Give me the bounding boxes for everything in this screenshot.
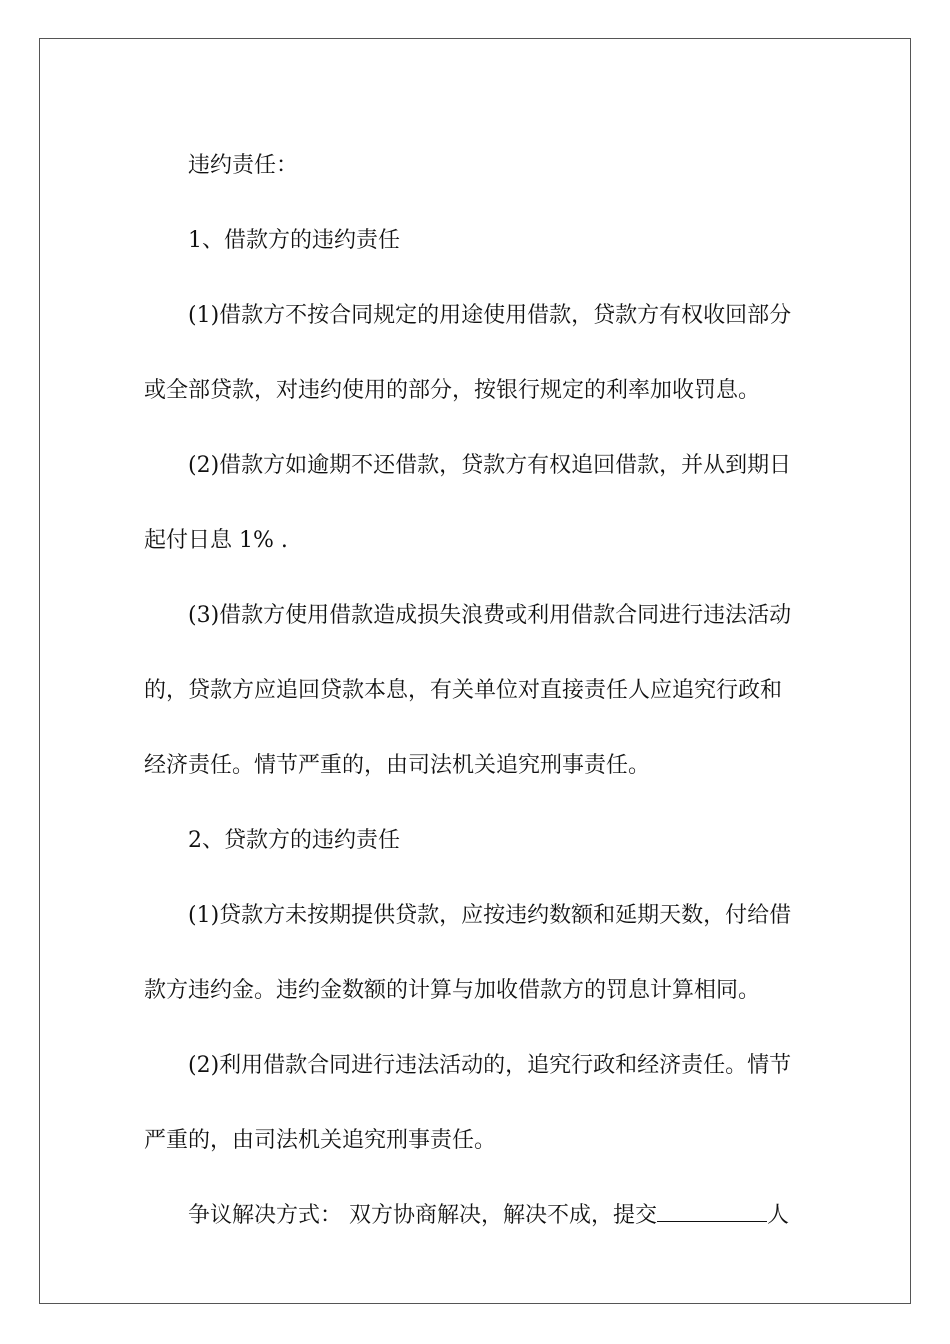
paragraph-line: (1)贷款方未按期提供贷款，应按违约数额和延期天数，付给借 (188, 903, 792, 928)
dispute-resolution-text: 争议解决方式： 双方协商解决，解决不成，提交 (188, 1203, 657, 1228)
paragraph-line: 款方违约金。违约金数额的计算与加收借款方的罚息计算相同。 (144, 978, 761, 1003)
section-heading-breach-liability: 违约责任： (188, 153, 299, 178)
paragraph-line: (1)借款方不按合同规定的用途使用借款，贷款方有权收回部分 (188, 303, 792, 328)
paragraph-line: 起付日息 1% . (144, 528, 288, 553)
subsection-heading-borrower: 1、借款方的违约责任 (188, 228, 400, 253)
paragraph-line: 或全部贷款，对违约使用的部分，按银行规定的利率加收罚息。 (144, 378, 761, 403)
dispute-resolution-suffix: 人 (767, 1203, 790, 1228)
document-body (144, 128, 808, 1253)
paragraph-line: 的，贷款方应追回贷款本息，有关单位对直接责任人应追究行政和 (144, 678, 783, 703)
paragraph-line: (2)借款方如逾期不还借款，贷款方有权追回借款，并从到期日 (188, 453, 792, 478)
paragraph-line: (3)借款方使用借款造成损失浪费或利用借款合同进行违法活动 (188, 603, 792, 628)
dispute-resolution-line (144, 1178, 808, 1253)
paragraph-line: 严重的，由司法机关追究刑事责任。 (144, 1128, 497, 1153)
paragraph-line: 经济责任。情节严重的，由司法机关追究刑事责任。 (144, 753, 651, 778)
paragraph-line: (2)利用借款合同进行违法活动的，追究行政和经济责任。情节 (188, 1053, 792, 1078)
subsection-heading-lender: 2、贷款方的违约责任 (188, 828, 400, 853)
fill-in-blank[interactable] (657, 1205, 767, 1222)
